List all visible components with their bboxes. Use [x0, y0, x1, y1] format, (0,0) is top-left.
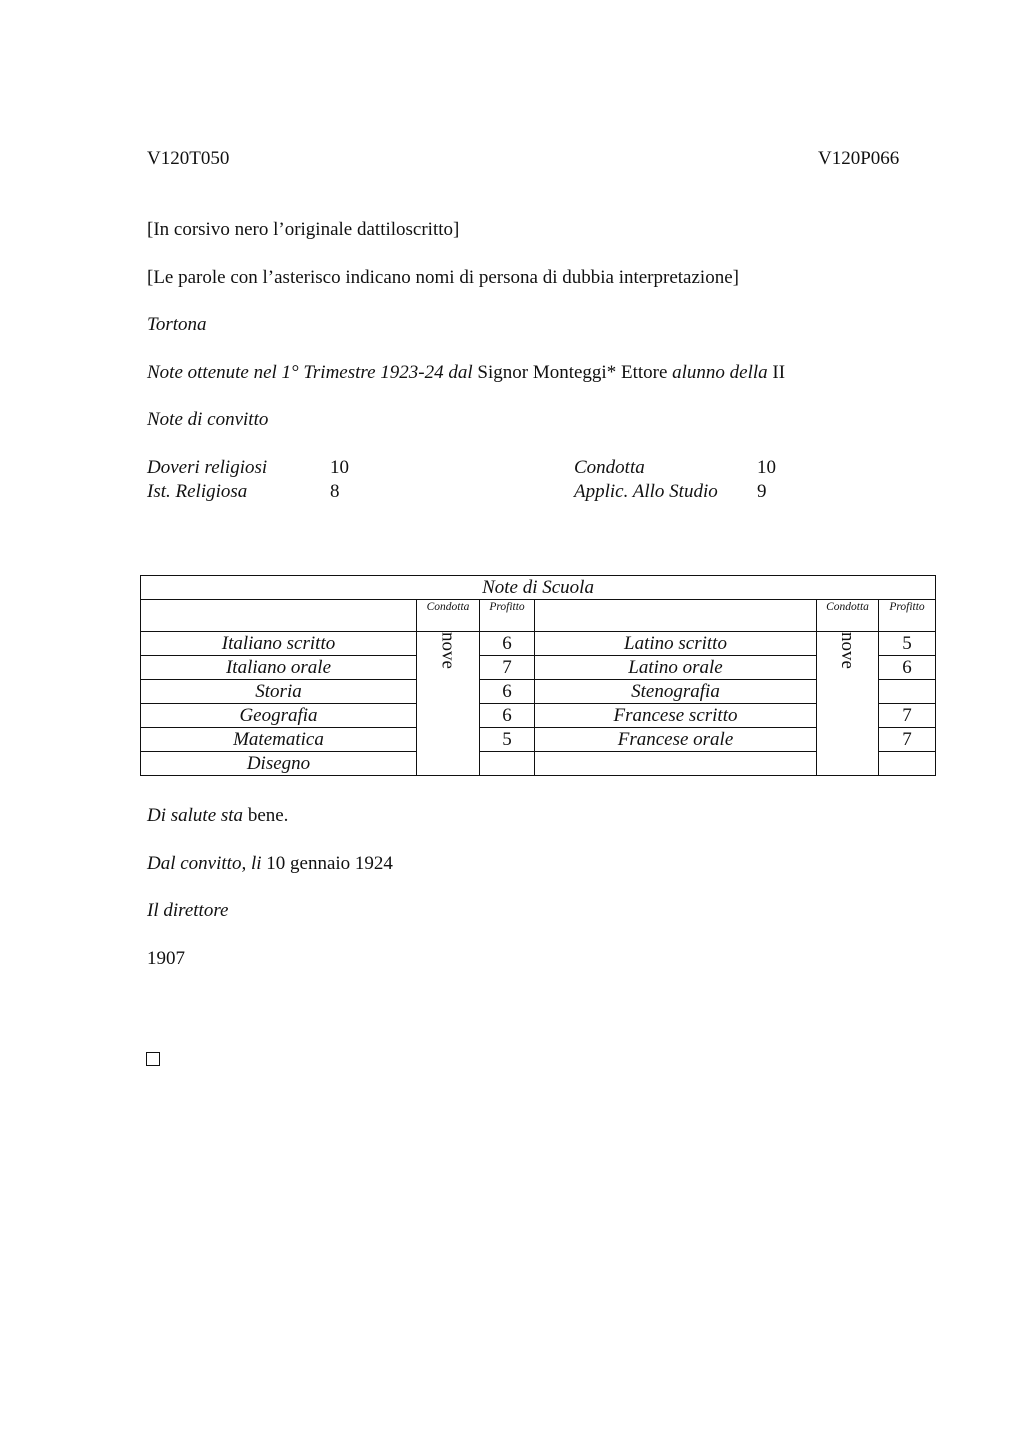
grade-right: 7 — [879, 728, 936, 752]
editorial-note-1: [In corsivo nero l’originale dattiloscritto] — [147, 219, 460, 240]
grade-value: 10 — [757, 457, 776, 478]
condotta-right-value: nove — [837, 632, 858, 669]
grade-right — [879, 752, 936, 776]
condotta-left-value: nove — [437, 632, 459, 669]
date-line — [147, 854, 393, 873]
grade-label: Condotta — [574, 457, 645, 478]
column-header-condotta: Condotta — [417, 600, 480, 632]
subject-left: Matematica — [141, 728, 417, 752]
convitto-heading: Note di convitto — [147, 409, 269, 430]
grade-right — [879, 680, 936, 704]
grade-left: 6 — [480, 704, 535, 728]
intro-text-1: Note ottenute nel 1° Trimestre 1923-24 dal — [147, 362, 473, 383]
date-label: Dal convitto, li — [147, 853, 262, 874]
table-header-empty — [535, 600, 817, 632]
health-line — [147, 806, 288, 825]
subject-right: Latino orale — [535, 656, 817, 680]
grade-label: Applic. Allo Studio — [574, 481, 718, 502]
grade-label: Doveri religiosi — [147, 457, 268, 478]
grade-left: 6 — [480, 680, 535, 704]
intro-text-2: alunno della — [672, 362, 768, 383]
student-name: Signor Monteggi* Ettore — [477, 362, 668, 383]
subject-right: Francese orale — [535, 728, 817, 752]
student-class: II — [772, 362, 786, 383]
column-header-profitto: Profitto — [480, 600, 535, 632]
column-header-condotta: Condotta — [817, 600, 879, 632]
editorial-note-2: [Le parole con l’asterisco indicano nomi di persona di dubbia interpretazione] — [147, 267, 739, 288]
grade-left: 6 — [480, 632, 535, 656]
subject-left: Disegno — [141, 752, 417, 776]
document-code-right: V120P066 — [818, 148, 900, 169]
grade-right: 7 — [879, 704, 936, 728]
subject-left: Italiano orale — [141, 656, 417, 680]
signature: Il direttore — [147, 900, 229, 921]
date-value: 10 gennaio 1924 — [266, 853, 393, 874]
grade-left — [480, 752, 535, 776]
grade-right: 6 — [879, 656, 936, 680]
grade-value: 10 — [330, 457, 349, 478]
grade-value: 8 — [330, 481, 340, 502]
health-value: bene. — [247, 805, 289, 826]
subject-right: Latino scritto — [535, 632, 817, 656]
column-header-profitto: Profitto — [879, 600, 936, 632]
health-label: Di salute sta — [147, 805, 244, 826]
subject-right: Stenografia — [535, 680, 817, 704]
checkbox-square-icon — [146, 1052, 160, 1066]
subject-left: Geografia — [141, 704, 417, 728]
table-row — [141, 632, 936, 656]
condotta-left-cell — [417, 632, 480, 776]
grade-value: 9 — [757, 481, 767, 502]
document-number: 1907 — [147, 948, 185, 969]
subject-left: Italiano scritto — [141, 632, 417, 656]
condotta-right-cell — [817, 632, 879, 776]
grade-right: 5 — [879, 632, 936, 656]
grade-left: 7 — [480, 656, 535, 680]
intro-line — [147, 363, 785, 382]
document-code-left: V120T050 — [147, 148, 230, 169]
table-title: Note di Scuola — [141, 576, 936, 600]
subject-right — [535, 752, 817, 776]
place: Tortona — [147, 314, 207, 335]
subject-right: Francese scritto — [535, 704, 817, 728]
grade-label: Ist. Religiosa — [147, 481, 248, 502]
table-header-empty — [141, 600, 417, 632]
grade-left: 5 — [480, 728, 535, 752]
school-grades-table — [140, 575, 936, 776]
subject-left: Storia — [141, 680, 417, 704]
